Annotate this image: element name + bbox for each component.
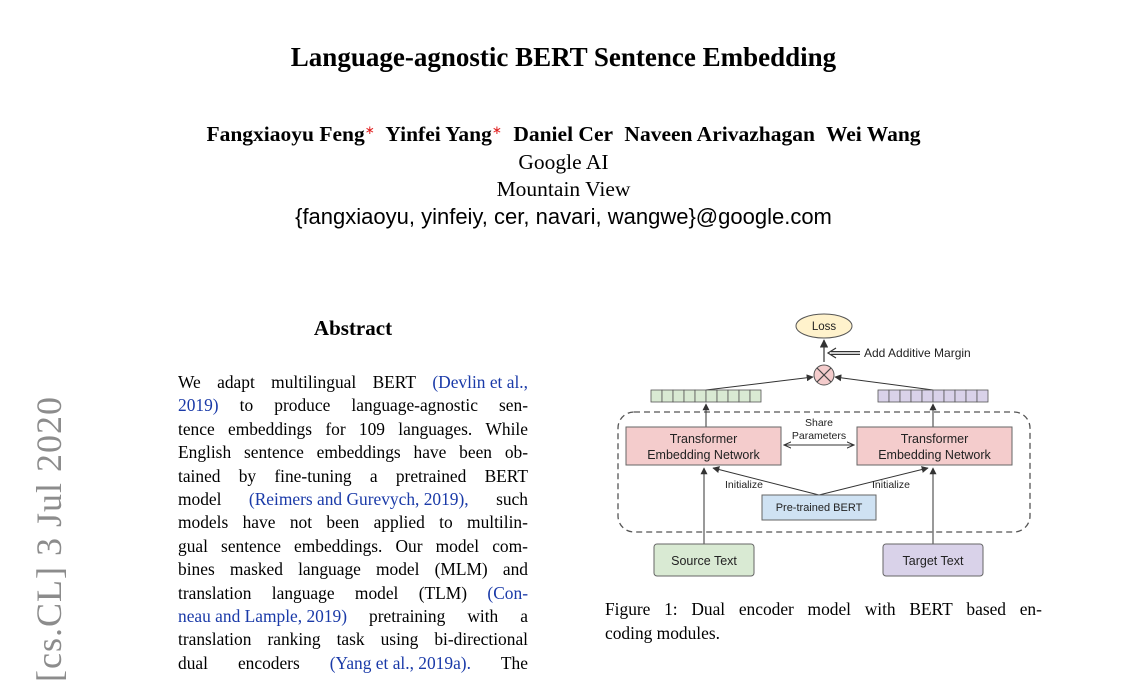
abstract-word: tained: [178, 465, 221, 486]
abstract-word: com-: [492, 535, 528, 556]
abstract-line: [178, 511, 528, 534]
vector-cell: [977, 390, 988, 402]
abstract-word: Our: [395, 535, 423, 556]
abstract-body: [178, 371, 528, 673]
figure-dual-encoder: [610, 312, 1030, 584]
abstract-word: embeddings.: [294, 535, 383, 556]
author-footnote-mark[interactable]: ∗: [364, 123, 375, 137]
abstract-word: translation: [178, 582, 252, 603]
abstract-word: English: [178, 442, 232, 463]
vector-cell: [662, 390, 673, 402]
abstract-line: [178, 652, 528, 675]
vector-cell: [955, 390, 966, 402]
abstract-word: model: [376, 559, 420, 580]
abstract-word: BERT: [372, 372, 416, 392]
abstract-line: [178, 371, 528, 394]
author-name: Naveen Arivazhagan: [624, 122, 815, 146]
pretrained-bert-label: Pre-trained BERT: [775, 502, 863, 514]
abstract-word: sentence: [221, 535, 281, 556]
citation-link[interactable]: (Reimers and Gurevych, 2019),: [248, 489, 469, 510]
figure-caption-line: coding modules.: [605, 623, 720, 643]
abstract-word: applied: [373, 512, 425, 533]
figure-caption-word: encoder: [738, 599, 794, 619]
abstract-word: to: [239, 395, 254, 416]
abstract-word: model: [435, 535, 480, 556]
figure-caption-word: with: [864, 599, 896, 619]
author-name: Daniel Cer: [513, 122, 614, 146]
left-vector-to-combine-arrow: [706, 377, 813, 390]
abstract-word: not: [289, 512, 313, 533]
abstract-word: sentence: [243, 442, 304, 463]
abstract-word: tence: [178, 418, 215, 439]
right-encoder-label: Embedding Network: [878, 448, 991, 462]
share-parameters-label: Share: [804, 417, 834, 429]
abstract-word: We: [178, 372, 201, 392]
vector-cell: [911, 390, 922, 402]
abstract-line: [178, 535, 528, 558]
abstract-heading: Abstract: [313, 316, 393, 340]
abstract-word: produce: [274, 395, 331, 416]
vector-cell: [750, 390, 761, 402]
loss-label: Loss: [811, 321, 837, 333]
abstract-word: BERT: [484, 465, 528, 486]
affiliation-location: Mountain View: [496, 177, 631, 201]
abstract-word: The: [500, 652, 528, 673]
author-footnote-mark[interactable]: ∗: [491, 123, 502, 137]
share-parameters-label: Parameters: [791, 430, 847, 442]
vector-cell: [651, 390, 662, 402]
figure-caption-word: 1:: [664, 599, 678, 619]
vector-cell: [944, 390, 955, 402]
abstract-word: translation: [178, 629, 252, 650]
figure-caption-word: model: [807, 599, 852, 619]
abstract-word: bi-directional: [434, 629, 528, 650]
abstract-word: pretraining: [369, 606, 446, 627]
arxiv-stamp: [24, 396, 69, 682]
left-embedding-vector: [651, 390, 761, 402]
abstract-line: [178, 394, 528, 417]
vector-cell: [878, 390, 889, 402]
abstract-word: with: [467, 606, 499, 627]
abstract-word: embeddings: [316, 442, 401, 463]
citation-link[interactable]: (Yang et al., 2019a).: [329, 652, 471, 673]
abstract-word: multilin-: [467, 512, 528, 533]
vector-cell: [695, 390, 706, 402]
abstract-word: model: [178, 489, 222, 510]
abstract-word: have: [242, 512, 276, 533]
abstract-word: bines: [178, 559, 215, 580]
abstract-line: [178, 465, 528, 488]
abstract-word: model: [354, 582, 399, 603]
abstract-word: sen-: [499, 395, 528, 416]
abstract-word: encoders: [237, 652, 300, 673]
abstract-line: [178, 628, 528, 651]
citation-link[interactable]: (Con-: [487, 582, 528, 603]
vector-cell: [922, 390, 933, 402]
abstract-word: such: [496, 489, 528, 510]
affiliation-org: Google AI: [518, 150, 609, 174]
right-encoder-label: Transformer: [900, 432, 969, 446]
abstract-line: [178, 558, 528, 581]
author-emails: {fangxiaoyu, yinfeiy, cer, navari, wangwe}@google.com: [295, 204, 832, 229]
abstract-word: been: [326, 512, 360, 533]
abstract-word: multilingual: [271, 372, 357, 392]
abstract-word: a: [520, 606, 528, 627]
abstract-line: [178, 582, 528, 605]
abstract-word: masked: [229, 559, 283, 580]
margin-label: Add Additive Margin: [864, 346, 971, 360]
init-left-label: Initialize: [725, 479, 763, 491]
paper-title: Language-agnostic BERT Sentence Embedding: [290, 42, 837, 72]
right-vector-to-combine-arrow: [835, 377, 933, 390]
abstract-word: models: [178, 512, 229, 533]
citation-link[interactable]: neau and Lample, 2019): [178, 606, 348, 627]
citation-link[interactable]: 2019): [178, 395, 219, 416]
abstract-word: While: [485, 418, 528, 439]
vector-cell: [739, 390, 750, 402]
init-right-label: Initialize: [872, 479, 910, 491]
abstract-word: using: [380, 629, 419, 650]
abstract-word: for: [325, 418, 346, 439]
abstract-word: adapt: [217, 372, 255, 392]
abstract-line: [178, 418, 528, 441]
target-text-label: Target Text: [902, 554, 964, 568]
vector-cell: [728, 390, 739, 402]
vector-cell: [684, 390, 695, 402]
abstract-word: language: [298, 559, 361, 580]
abstract-word: dual: [178, 652, 208, 673]
abstract-word: a: [369, 465, 378, 486]
vector-cell: [933, 390, 944, 402]
figure-caption-word: based: [966, 599, 1007, 619]
vector-cell: [966, 390, 977, 402]
author-name: Yinfei Yang: [385, 122, 492, 146]
author-list: [0, 122, 1127, 147]
abstract-line: [178, 605, 528, 628]
figure-caption-word: Dual: [691, 599, 726, 619]
abstract-line: [178, 488, 528, 511]
citation-link[interactable]: (Devlin et al.,: [432, 372, 528, 392]
abstract-word: by: [238, 465, 257, 486]
abstract-word: ranking: [267, 629, 321, 650]
abstract-word: task: [336, 629, 365, 650]
abstract-word: embeddings: [227, 418, 313, 439]
author-name: Wei Wang: [825, 122, 921, 146]
abstract-line: [178, 441, 528, 464]
author-name: Fangxiaoyu Feng: [206, 122, 365, 146]
abstract-word: to: [439, 512, 453, 533]
source-text-label: Source Text: [671, 554, 737, 568]
vector-cell: [706, 390, 717, 402]
vector-cell: [900, 390, 911, 402]
vector-cell: [889, 390, 900, 402]
abstract-word: and: [502, 559, 528, 580]
figure-caption-word: BERT: [909, 599, 953, 619]
abstract-word: 109: [358, 418, 385, 439]
abstract-word: have: [413, 442, 447, 463]
right-embedding-vector: [878, 390, 988, 402]
abstract-word: ob-: [504, 442, 528, 463]
abstract-word: pretrained: [395, 465, 467, 486]
abstract-word: language: [271, 582, 335, 603]
left-encoder-label: Embedding Network: [647, 448, 760, 462]
abstract-word: been: [459, 442, 492, 463]
figure-caption: [605, 597, 1042, 645]
figure-caption-word: Figure: [605, 599, 651, 619]
vector-cell: [717, 390, 728, 402]
arxiv-stamp-text: [cs.CL] 3 Jul 2020: [29, 396, 69, 682]
vector-cell: [673, 390, 684, 402]
abstract-word: fine-tuning: [274, 465, 352, 486]
abstract-word: (TLM): [418, 582, 468, 603]
abstract-word: languages.: [398, 418, 473, 439]
abstract-word: (MLM): [434, 559, 488, 580]
abstract-word: gual: [178, 535, 208, 556]
left-encoder-label: Transformer: [669, 432, 738, 446]
abstract-word: language-agnostic: [351, 395, 478, 416]
figure-caption-word: en-: [1019, 599, 1042, 619]
